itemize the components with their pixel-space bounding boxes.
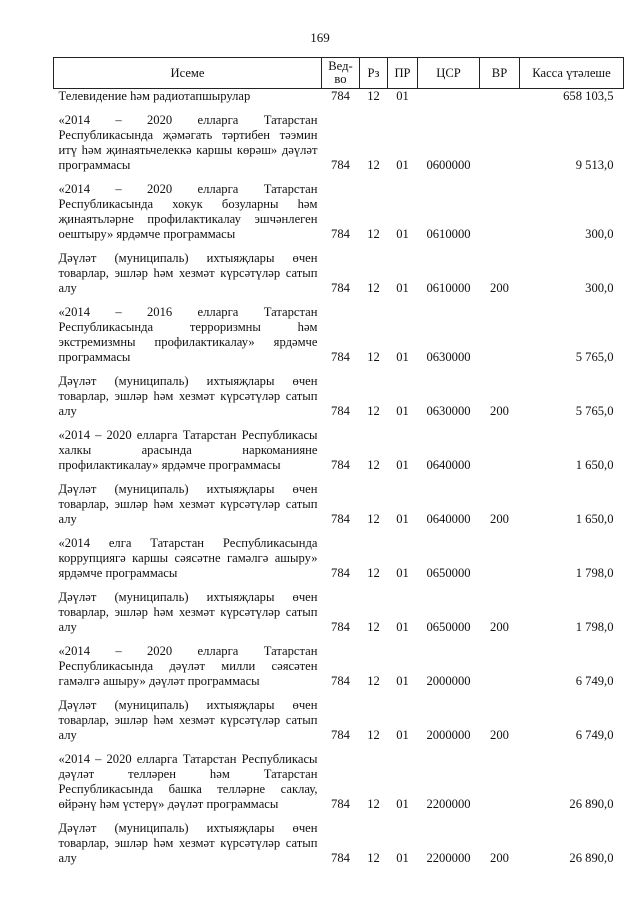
row-pr: 01	[396, 281, 409, 295]
row-rz: 12	[367, 458, 380, 472]
row-pr: 01	[396, 89, 409, 103]
row-vr: 200	[490, 851, 509, 865]
row-pr: 01	[396, 728, 409, 742]
row-name: «2014 – 2020 елларга Татарстан Республикасы дәүләт телләрен һәм Татарстан Республикасында башка телләрне саклау, өйрәнү һәм үстерү» дәүләт программасы	[58, 752, 318, 811]
row-rz: 12	[367, 281, 380, 295]
row-vr	[480, 104, 520, 173]
row-pr: 01	[396, 674, 409, 688]
row-vr	[480, 89, 520, 105]
row-csr: 2200000	[426, 851, 471, 865]
row-name: Дәүләт (муниципаль) ихтыяҗлары өчен товарлар, эшләр һәм хезмәт күрсәтүләр сатып алу	[58, 821, 318, 865]
table-row	[54, 104, 624, 173]
row-name: Дәүләт (муниципаль) ихтыяҗлары өчен товарлар, эшләр һәм хезмәт күрсәтүләр сатып алу	[58, 251, 318, 295]
header-ved: Вед-во	[322, 58, 360, 89]
row-rz: 12	[367, 89, 380, 103]
header-name: Исеме	[54, 58, 322, 89]
table-header-row	[54, 58, 624, 89]
row-sum: 6 749,0	[575, 728, 614, 742]
row-rz: 12	[367, 728, 380, 742]
row-sum: 9 513,0	[575, 158, 614, 172]
row-vr: 200	[490, 728, 509, 742]
row-ved: 784	[331, 512, 350, 526]
table-row	[54, 296, 624, 365]
row-pr: 01	[396, 512, 409, 526]
header-csr: ЦСР	[418, 58, 480, 89]
table-row	[54, 812, 624, 866]
row-csr: 2200000	[426, 797, 471, 811]
row-sum: 5 765,0	[575, 404, 614, 418]
row-vr	[480, 635, 520, 689]
row-vr	[480, 743, 520, 812]
row-name: Дәүләт (муниципаль) ихтыяҗлары өчен товарлар, эшләр һәм хезмәт күрсәтүләр сатып алу	[58, 590, 318, 634]
table-row	[54, 635, 624, 689]
budget-table	[53, 57, 624, 866]
row-rz: 12	[367, 851, 380, 865]
row-pr: 01	[396, 227, 409, 241]
table-row	[54, 365, 624, 419]
row-vr	[480, 173, 520, 242]
row-rz: 12	[367, 227, 380, 241]
row-rz: 12	[367, 797, 380, 811]
row-rz: 12	[367, 350, 380, 364]
row-csr: 0650000	[426, 566, 471, 580]
row-ved: 784	[331, 158, 350, 172]
table-row	[54, 473, 624, 527]
row-sum: 5 765,0	[575, 350, 614, 364]
row-ved: 784	[331, 566, 350, 580]
row-name: «2014 – 2020 елларга Татарстан Республикасы халкы арасында наркоманияне профилактикалау» ярдәмче программасы	[58, 428, 318, 472]
row-rz: 12	[367, 512, 380, 526]
row-csr: 0610000	[426, 227, 471, 241]
row-ved: 784	[331, 227, 350, 241]
row-sum: 26 890,0	[569, 851, 614, 865]
row-ved: 784	[331, 797, 350, 811]
row-pr: 01	[396, 566, 409, 580]
row-csr	[418, 89, 480, 105]
row-sum: 1 650,0	[575, 512, 614, 526]
row-vr: 200	[490, 620, 509, 634]
page-number: 169	[310, 30, 330, 45]
row-sum: 300,0	[585, 281, 614, 295]
header-pr: ПР	[388, 58, 418, 89]
row-csr: 0610000	[426, 281, 471, 295]
row-rz: 12	[367, 674, 380, 688]
row-sum: 26 890,0	[569, 797, 614, 811]
table-row	[54, 242, 624, 296]
row-csr: 0640000	[426, 512, 471, 526]
row-vr	[480, 419, 520, 473]
header-vr: ВР	[480, 58, 520, 89]
row-name: «2014 – 2020 елларга Татарстан Республикасында җәмәгать тәртибен тәэмин итү һәм җинаятьчелеккә каршы көрәш» дәүләт программасы	[58, 113, 318, 172]
row-csr: 2000000	[426, 728, 471, 742]
row-pr: 01	[396, 620, 409, 634]
row-rz: 12	[367, 158, 380, 172]
row-csr: 0640000	[426, 458, 471, 472]
row-csr: 0630000	[426, 404, 471, 418]
row-rz: 12	[367, 404, 380, 418]
row-ved: 784	[331, 620, 350, 634]
row-sum: 658 103,5	[563, 89, 614, 103]
row-ved: 784	[331, 350, 350, 364]
row-ved: 784	[331, 851, 350, 865]
row-csr: 0650000	[426, 620, 471, 634]
table-row	[54, 89, 624, 105]
row-rz: 12	[367, 566, 380, 580]
row-sum: 1 650,0	[575, 458, 614, 472]
row-sum: 6 749,0	[575, 674, 614, 688]
row-csr: 2000000	[426, 674, 471, 688]
row-pr: 01	[396, 350, 409, 364]
row-name: «2014 – 2016 елларга Татарстан Республикасында терроризмны һәм экстремизмны профилактикалау» ярдәмче программасы	[58, 305, 318, 364]
row-name: Дәүләт (муниципаль) ихтыяҗлары өчен товарлар, эшләр һәм хезмәт күрсәтүләр сатып алу	[58, 482, 318, 526]
row-name: «2014 – 2020 елларга Татарстан Республикасында дәүләт милли сәясәтен гамәлгә ашыру» дәүләт программасы	[58, 644, 318, 688]
row-pr: 01	[396, 797, 409, 811]
header-sum: Касса үтәлеше	[520, 58, 624, 89]
row-vr	[480, 296, 520, 365]
row-pr: 01	[396, 458, 409, 472]
row-name: Дәүләт (муниципаль) ихтыяҗлары өчен товарлар, эшләр һәм хезмәт күрсәтүләр сатып алу	[58, 698, 318, 742]
row-sum: 1 798,0	[575, 566, 614, 580]
table-row	[54, 689, 624, 743]
row-pr: 01	[396, 851, 409, 865]
row-vr	[480, 527, 520, 581]
header-rz: Рз	[360, 58, 388, 89]
row-pr: 01	[396, 404, 409, 418]
table-row	[54, 419, 624, 473]
row-vr: 200	[490, 281, 509, 295]
table-row	[54, 581, 624, 635]
row-pr: 01	[396, 158, 409, 172]
row-ved: 784	[331, 281, 350, 295]
row-name: Телевидение һәм радиотапшырулар	[58, 89, 251, 103]
row-ved: 784	[331, 674, 350, 688]
row-rz: 12	[367, 620, 380, 634]
row-sum: 300,0	[585, 227, 614, 241]
table-row	[54, 743, 624, 812]
row-ved: 784	[331, 404, 350, 418]
row-sum: 1 798,0	[575, 620, 614, 634]
row-name: Дәүләт (муниципаль) ихтыяҗлары өчен товарлар, эшләр һәм хезмәт күрсәтүләр сатып алу	[58, 374, 318, 418]
row-vr: 200	[490, 512, 509, 526]
row-vr: 200	[490, 404, 509, 418]
table-row	[54, 173, 624, 242]
row-csr: 0630000	[426, 350, 471, 364]
table-row	[54, 527, 624, 581]
row-ved: 784	[331, 458, 350, 472]
row-ved: 784	[331, 89, 350, 103]
row-csr: 0600000	[426, 158, 471, 172]
row-ved: 784	[331, 728, 350, 742]
row-name: «2014 елга Татарстан Республикасында коррупциягә каршы сәясәтне гамәлгә ашыру» ярдәмче программасы	[58, 536, 318, 580]
row-name: «2014 – 2020 елларга Татарстан Республикасында хокук бозуларны һәм җинаятьләрне профилактикалау эшчәнлеген оештыру» ярдәмче программасы	[58, 182, 318, 241]
